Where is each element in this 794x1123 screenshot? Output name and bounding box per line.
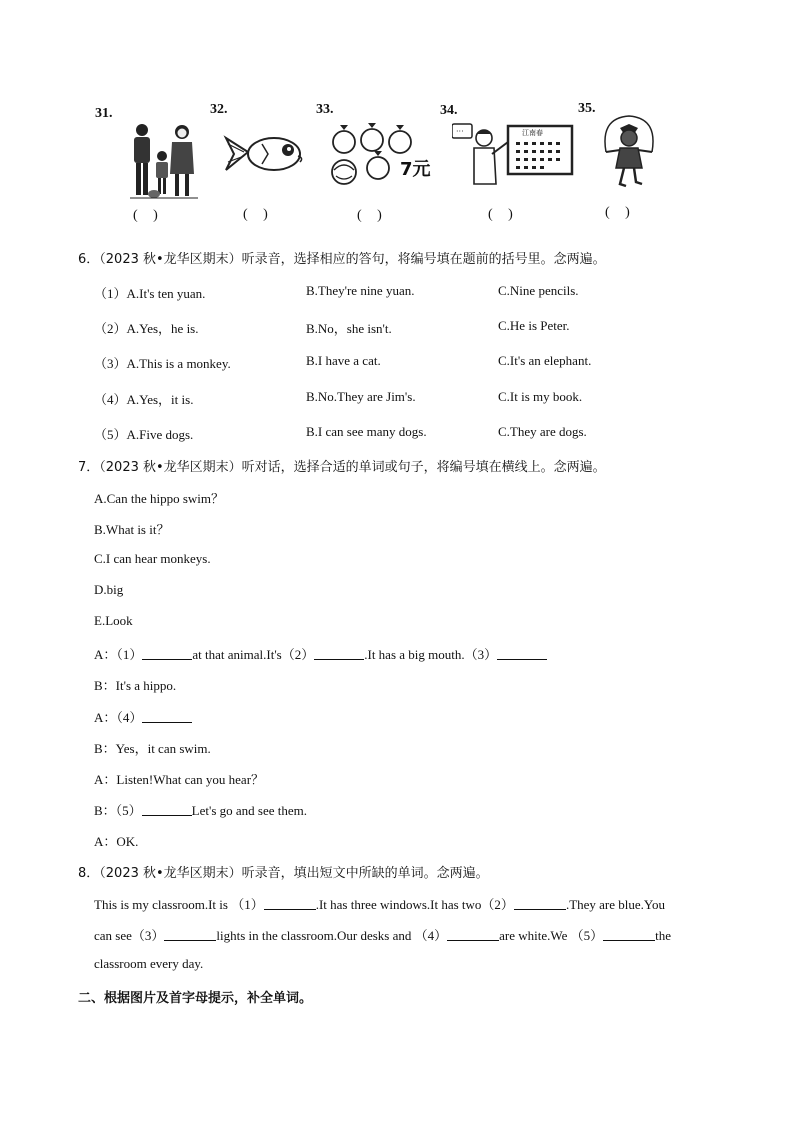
q8-heading: 8．（2023 秋•龙华区期末）听录音，填出短文中所缺的单词。念两遍。 bbox=[78, 866, 489, 881]
q7-dialogue-line-2: B：It's a hippo. bbox=[94, 678, 177, 693]
blank-4[interactable] bbox=[142, 710, 192, 723]
q6-row1-option-c: C.Nine pencils. bbox=[498, 283, 579, 298]
q7-choice-d: D.big bbox=[94, 582, 124, 597]
dialogue-text: at that animal.It's（2） bbox=[192, 647, 315, 662]
blank-5[interactable] bbox=[603, 928, 655, 941]
blank-5[interactable] bbox=[142, 803, 192, 816]
q6-row4-option-c: C.It is my book. bbox=[498, 389, 583, 404]
teacher-blackboard-icon bbox=[452, 118, 574, 188]
fish-icon bbox=[222, 130, 308, 180]
q6-row5-option-c: C.They are dogs. bbox=[498, 424, 587, 439]
q7-choice-e: E.Look bbox=[94, 613, 133, 628]
q7-choice-a: A.Can the hippo swim？ bbox=[94, 491, 224, 506]
q8-passage-line-2 bbox=[94, 925, 671, 944]
blank-1[interactable] bbox=[264, 897, 316, 910]
family-icon bbox=[128, 118, 200, 202]
picture-number-34: 34. bbox=[440, 103, 458, 118]
q6-row3-option-a: （3）A.This is a monkey. bbox=[94, 356, 231, 371]
q7-choice-b: B.What is it？ bbox=[94, 522, 170, 537]
q6-heading: 6．（2023 秋•龙华区期末）听录音，选择相应的答句，将编号填在题前的括号里。念两遍。 bbox=[78, 252, 606, 267]
passage-text: the bbox=[655, 928, 672, 943]
answer-paren-35[interactable]: ( ) bbox=[605, 205, 636, 220]
q7-choice-c: C.I can hear monkeys. bbox=[94, 551, 211, 566]
q7-dialogue-line-1 bbox=[94, 644, 547, 663]
dialogue-text: B：（5） bbox=[94, 803, 142, 818]
orange-price-label: 7元 bbox=[400, 159, 431, 180]
q6-row2-option-c: C.He is Peter. bbox=[498, 318, 570, 333]
q6-row3-option-c: C.It's an elephant. bbox=[498, 353, 592, 368]
blank-1[interactable] bbox=[142, 647, 192, 660]
q7-dialogue-line-5: A：Listen!What can you hear？ bbox=[94, 772, 265, 787]
q7-dialogue-line-3 bbox=[94, 707, 192, 726]
answer-paren-33[interactable]: ( ) bbox=[357, 208, 388, 223]
blank-4[interactable] bbox=[447, 928, 499, 941]
blackboard-title: 江南春 bbox=[522, 129, 543, 137]
section-2-heading: 二、根据图片及首字母提示，补全单词。 bbox=[78, 991, 313, 1006]
answer-paren-34[interactable]: ( ) bbox=[488, 207, 519, 222]
dialogue-text: .It has a big mouth.（3） bbox=[364, 647, 498, 662]
q6-row2-option-a: （2）A.Yes，he is. bbox=[94, 321, 199, 336]
blank-3[interactable] bbox=[497, 647, 547, 660]
dialogue-text: Let's go and see them. bbox=[191, 803, 308, 818]
passage-text: This is my classroom.It is （1） bbox=[94, 897, 264, 912]
q7-dialogue-line-4: B：Yes，it can swim. bbox=[94, 741, 211, 756]
q6-row1-option-b: B.They're nine yuan. bbox=[306, 283, 415, 298]
answer-paren-32[interactable]: ( ) bbox=[243, 207, 274, 222]
q6-row3-option-b: B.I have a cat. bbox=[306, 353, 381, 368]
blank-3[interactable] bbox=[164, 928, 216, 941]
passage-text: can see（3） bbox=[94, 928, 165, 943]
answer-paren-31[interactable]: ( ) bbox=[133, 208, 164, 223]
dialogue-text: A：（4） bbox=[94, 710, 143, 725]
q7-dialogue-line-7: A：OK. bbox=[94, 834, 139, 849]
picture-number-33: 33. bbox=[316, 102, 334, 117]
passage-text: are white.We （5） bbox=[499, 928, 604, 943]
q7-dialogue-line-6 bbox=[94, 800, 307, 819]
passage-text: .They are blue.You bbox=[565, 897, 665, 912]
q7-heading: 7．（2023 秋•龙华区期末）听对话，选择合适的单词或句子，将编号填在横线上。念两遍。 bbox=[78, 460, 606, 475]
blank-2[interactable] bbox=[314, 647, 364, 660]
picture-number-35: 35. bbox=[578, 101, 596, 116]
blank-2[interactable] bbox=[514, 897, 566, 910]
q8-passage-line-3: classroom every day. bbox=[94, 956, 204, 971]
picture-number-31: 31. bbox=[95, 106, 113, 121]
q6-row4-option-a: （4）A.Yes，it is. bbox=[94, 392, 194, 407]
q8-passage-line-1 bbox=[94, 894, 665, 913]
q6-row5-option-b: B.I can see many dogs. bbox=[306, 424, 427, 439]
dialogue-text: A：（1） bbox=[94, 647, 143, 662]
q6-row5-option-a: （5）A.Five dogs. bbox=[94, 427, 194, 442]
svg-text:···: ··· bbox=[456, 127, 464, 136]
girl-jump-rope-icon bbox=[596, 112, 662, 192]
q6-row2-option-b: B.No，she isn't. bbox=[306, 321, 392, 336]
passage-text: .It has three windows.It has two（2） bbox=[315, 897, 514, 912]
passage-text: lights in the classroom.Our desks and （4） bbox=[216, 928, 448, 943]
picture-number-32: 32. bbox=[210, 102, 228, 117]
q6-row1-option-a: （1）A.It's ten yuan. bbox=[94, 286, 206, 301]
q6-row4-option-b: B.No.They are Jim's. bbox=[306, 389, 416, 404]
